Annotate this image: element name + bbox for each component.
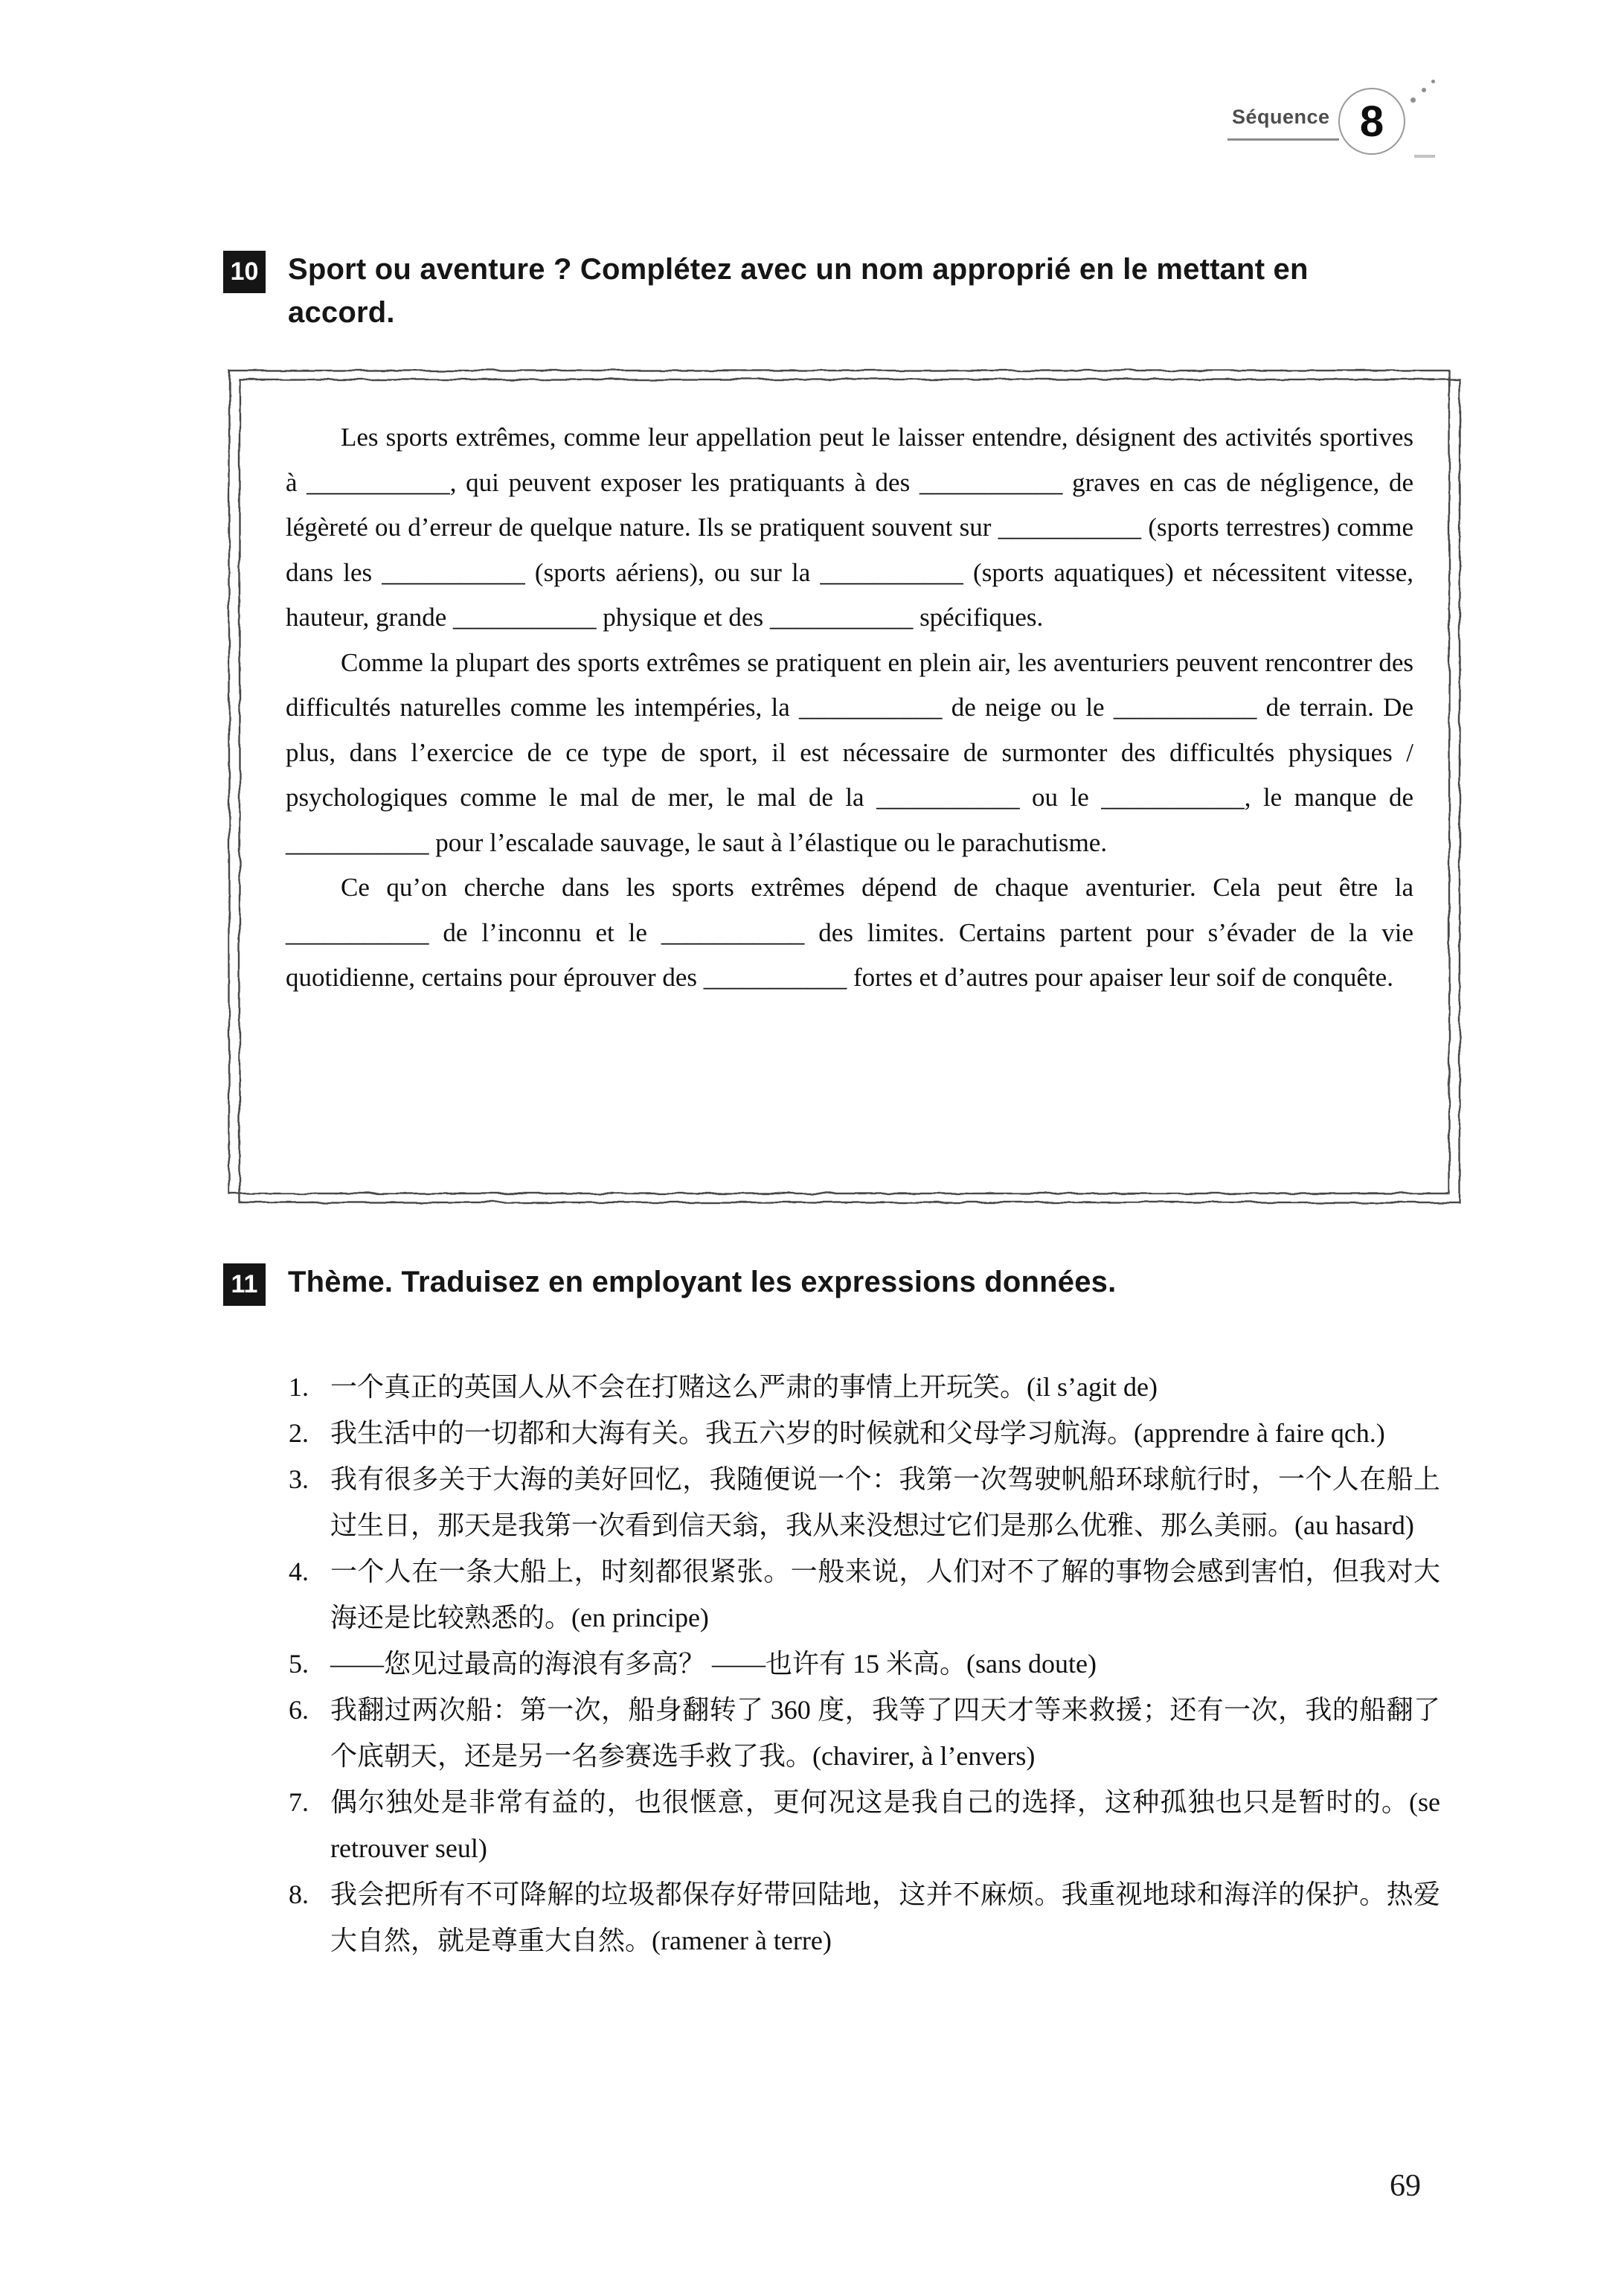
list-item-number: 5. xyxy=(289,1649,309,1679)
list-item-number: 7. xyxy=(289,1787,309,1817)
list-item xyxy=(289,1364,1440,1410)
list-item xyxy=(289,1779,1440,1871)
sequence-number-badge xyxy=(1338,88,1405,155)
translation-list xyxy=(289,1364,1440,1964)
sequence-number: 8 xyxy=(1359,97,1384,146)
list-item xyxy=(289,1410,1440,1456)
list-item-number: 3. xyxy=(289,1464,309,1494)
list-item-text: 一个人在一条大船上，时刻都很紧张。一般来说，人们对不了解的事物会感到害怕，但我对大海还是比较熟悉的。(en principe) xyxy=(330,1557,1440,1632)
list-item-number: 8. xyxy=(289,1879,309,1909)
sparkle-dot-icon xyxy=(1431,80,1435,83)
list-item-text: 我有很多关于大海的美好回忆，我随便说一个：我第一次驾驶帆船环球航行时，一个人在船上过生日，那天是我第一次看到信天翁，我从来没想过它们是那么优雅、那么美丽。(au hasard) xyxy=(330,1464,1440,1540)
list-item-text: 偶尔独处是非常有益的，也很惬意，更何况这是我自己的选择，这种孤独也只是暂时的。(se retrouver seul) xyxy=(330,1787,1440,1863)
list-item-text: 一个真正的英国人从不会在打赌这么严肃的事情上开玩笑。(il s’agit de) xyxy=(330,1372,1158,1402)
sparkle-dot-icon xyxy=(1410,97,1416,103)
cloze-paragraph: Ce qu’on cherche dans les sports extrêmes dépend de chaque aventurier. Cela peut être la ___________ de l’inconnu et le ___________ des limites. Certains partent pour s’évader de la vie quotidienne, certains pour éprouver des ___________ fortes et d’autres pour apaiser leur soif de conquête. xyxy=(286,873,1413,992)
list-item-number: 2. xyxy=(289,1418,309,1448)
list-item xyxy=(289,1871,1440,1964)
list-item xyxy=(289,1687,1440,1779)
list-item-text: ——您见过最高的海浪有多高？ ——也许有 15 米高。(sans doute) xyxy=(330,1649,1097,1679)
exercise-11 xyxy=(223,1260,1452,1306)
list-item-text: 我生活中的一切都和大海有关。我五六岁的时候就和父母学习航海。(apprendre à faire qch.) xyxy=(330,1418,1385,1448)
page-number: 69 xyxy=(1390,2169,1421,2203)
exercise-10-title: Sport ou aventure ? Complétez avec un nom approprié en le mettant en accord. xyxy=(288,253,1309,329)
list-item xyxy=(289,1456,1440,1548)
list-item xyxy=(289,1548,1440,1641)
list-item-number: 6. xyxy=(289,1695,309,1725)
cloze-paragraph: Les sports extrêmes, comme leur appellation peut le laisser entendre, désignent des activités sportives à ___________, qui peuvent exposer les pratiquants à des ___________ graves en cas de négligence, de légèreté ou d’erreur de quelque nature. Ils se pratiquent souvent sur ___________ (sports terrestres) comme dans les ___________ (sports aériens), ou sur la ___________ (sports aquatiques) et nécessitent vitesse, hauteur, grande ___________ physique et des ___________ spécifiques. xyxy=(286,423,1413,632)
list-item-number: 1. xyxy=(289,1372,309,1402)
sparkle-dot-icon xyxy=(1422,88,1426,92)
sequence-underline xyxy=(1227,138,1339,141)
exercise-10-text-box xyxy=(225,366,1469,1214)
exercise-11-header xyxy=(223,1260,1452,1306)
list-item-text: 我翻过两次船：第一次，船身翻转了 360 度，我等了四天才等来救援；还有一次，我的船翻了个底朝天，还是另一名参赛选手救了我。(chavirer, à l’envers) xyxy=(330,1695,1440,1771)
sequence-label: Séquence xyxy=(1232,106,1330,128)
list-item-number: 4. xyxy=(289,1557,309,1586)
cloze-text xyxy=(286,415,1413,1001)
exercise-10-number-badge: 10 xyxy=(223,251,266,293)
exercise-11-title: Thème. Traduisez en employant les expressions données. xyxy=(288,1266,1117,1298)
list-item-text: 我会把所有不可降解的垃圾都保存好带回陆地，这并不麻烦。我重视地球和海洋的保护。热爱大自然，就是尊重大自然。(ramener à terre) xyxy=(330,1879,1440,1955)
exercise-10-header xyxy=(223,248,1452,334)
cloze-paragraph: Comme la plupart des sports extrêmes se pratiquent en plein air, les aventuriers peuvent rencontrer des difficultés naturelles comme les intempéries, la ___________ de neige ou le ___________ de terrain. De plus, dans l’exercice de ce type de sport, il est nécessaire de surmonter des difficultés physiques / psychologiques comme le mal de mer, le mal de la ___________ ou le ___________, le manque de ___________ pour l’escalade sauvage, le saut à l’élastique ou le parachutisme. xyxy=(286,647,1413,857)
exercise-11-number-badge: 11 xyxy=(223,1263,266,1306)
decorative-dash xyxy=(1414,155,1435,158)
list-item xyxy=(289,1641,1440,1687)
exercise-10 xyxy=(223,248,1452,334)
